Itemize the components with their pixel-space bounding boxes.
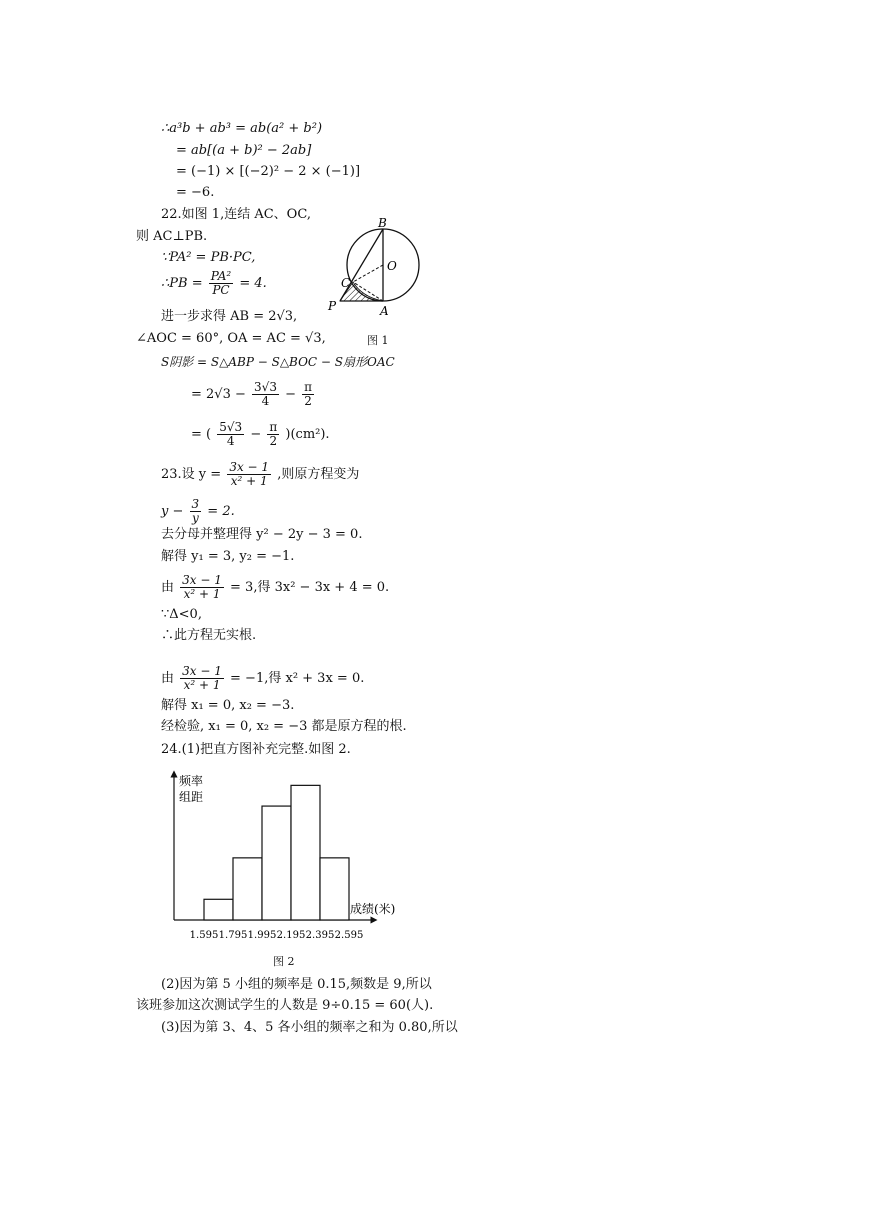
y-label-bottom: 组距 (179, 790, 204, 804)
figure-2-caption: 图 2 (273, 955, 295, 968)
q23-line-7: ∴此方程无实根. (161, 628, 257, 643)
q22-line-4 (161, 270, 267, 297)
label-c: C (341, 276, 351, 290)
q22-line-8-frac2-num: π (304, 380, 313, 394)
q23-line-8 (161, 665, 364, 692)
label-a: A (380, 304, 389, 318)
q24-line-3: 该班参加这次测试学生的人数是 9÷0.15 = 60(人). (136, 998, 434, 1013)
q22-line-8-frac1-num: 3√3 (254, 380, 277, 394)
q23-line-2-frac (190, 498, 202, 525)
histogram-bar-5 (320, 858, 349, 920)
q23-line-8-frac (180, 665, 224, 692)
histogram-bar-1 (204, 899, 233, 920)
q23-line-9: 解得 x₁ = 0, x₂ = −3. (161, 698, 295, 713)
label-o: O (387, 259, 397, 273)
x-tick-label-1: 1.595 (189, 930, 219, 941)
q22-fraction-den: PC (212, 283, 230, 297)
q22-line-3: ∵PA² = PB·PC, (161, 250, 256, 265)
q23-line-8-a: 由 (161, 671, 175, 686)
q23-line-8-frac-den: x² + 1 (183, 678, 221, 692)
x-tick-label-6: 2.595 (334, 930, 364, 941)
q22-fraction-num: PA² (210, 269, 232, 283)
q22-line-9-a: = ( (191, 427, 212, 442)
q23-line-1-frac-num: 3x − 1 (229, 460, 270, 474)
x-tick-label-3: 1.995 (247, 930, 277, 941)
label-b: B (378, 216, 387, 230)
q22-line-9-frac2-den: 2 (269, 434, 278, 448)
q23-line-5 (161, 574, 389, 601)
q23-line-1-frac-den: x² + 1 (230, 474, 268, 488)
q22-fraction (209, 270, 233, 297)
q23-line-10: 经检验, x₁ = 0, x₂ = −3 都是原方程的根. (161, 719, 407, 734)
q22-line-8-b: − (285, 387, 296, 402)
q22-line-9-frac1 (217, 421, 244, 448)
line-4: = −6. (176, 185, 215, 200)
histogram-bar-2 (233, 858, 262, 920)
histogram-bar-3 (262, 806, 291, 920)
q23-line-8-b: = −1,得 x² + 3x = 0. (230, 671, 365, 686)
q22-line-8-a: = 2√3 − (191, 387, 246, 402)
x-tick-label-2: 1.795 (218, 930, 248, 941)
q22-line-2: 则 AC⊥PB. (136, 229, 208, 244)
line-3: = (−1) × [(−2)² − 2 × (−1)] (176, 164, 361, 179)
q22-line-7: S阴影 = S△ABP − S△BOC − S扇形OAC (161, 355, 395, 369)
q23-line-5-a: 由 (161, 580, 175, 595)
figure-1-circle-diagram (322, 215, 432, 320)
q23-line-6: ∵Δ<0, (161, 607, 202, 622)
q22-line-8-frac1 (252, 381, 279, 408)
q23-line-5-frac-den: x² + 1 (183, 587, 221, 601)
q24-line-4: (3)因为第 3、4、5 各小组的频率之和为 0.80,所以 (161, 1020, 458, 1035)
q22-line-8-frac2-den: 2 (304, 394, 312, 408)
q23-line-2-b: = 2. (207, 504, 235, 519)
q23-line-2-frac-num: 3 (191, 497, 200, 511)
q24-line-1: 24.(1)把直方图补充完整.如图 2. (161, 742, 351, 757)
q22-line-4-lhs: ∴PB = (161, 276, 203, 291)
q23-line-1-b: ,则原方程变为 (277, 467, 360, 482)
q23-line-4: 解得 y₁ = 3, y₂ = −1. (161, 549, 295, 564)
line-2: = ab[(a + b)² − 2ab] (176, 143, 312, 158)
q23-line-8-frac-num: 3x − 1 (182, 664, 222, 678)
q22-line-9-frac2-num: π (269, 420, 278, 434)
q22-line-9-frac1-den: 4 (226, 434, 235, 448)
q23-line-1 (161, 461, 359, 488)
q22-line-9-frac1-num: 5√3 (219, 420, 243, 434)
q23-line-3: 去分母并整理得 y² − 2y − 3 = 0. (161, 527, 363, 542)
x-tick-label-4: 2.195 (276, 930, 306, 941)
q22-line-9-b: − (250, 427, 262, 442)
q22-line-9-c: )(cm²). (285, 427, 330, 442)
x-tick-label-5: 2.395 (305, 930, 335, 941)
q22-line-9 (191, 421, 330, 448)
q22-line-9-frac2 (267, 421, 279, 448)
label-p: P (328, 299, 337, 313)
y-label-top: 频率 (179, 774, 204, 788)
q23-line-2 (161, 498, 235, 525)
q22-line-8-frac2 (302, 381, 314, 408)
q22-line-5: 进一步求得 AB = 2√3, (161, 309, 298, 324)
q22-line-8-frac1-den: 4 (261, 394, 270, 408)
figure-2-histogram (160, 770, 420, 945)
q24-line-2: (2)因为第 5 小组的频率是 0.15,频数是 9,所以 (161, 977, 432, 992)
q23-line-5-frac (180, 574, 224, 601)
line-1: ∴a³b + ab³ = ab(a² + b²) (161, 121, 323, 136)
segment-oc (353, 265, 383, 282)
q22-line-6: ∠AOC = 60°, OA = AC = √3, (136, 331, 326, 346)
q22-line-4-rhs: = 4. (239, 276, 267, 291)
figure-1-caption: 图 1 (367, 334, 389, 347)
x-label: 成绩(米) (350, 902, 396, 916)
q23-line-1-frac (227, 461, 271, 488)
q23-line-5-frac-num: 3x − 1 (182, 573, 222, 587)
q23-line-5-b: = 3,得 3x² − 3x + 4 = 0. (230, 580, 390, 595)
q22-line-1: 22.如图 1,连结 AC、OC, (161, 207, 311, 222)
histogram-bar-4 (291, 785, 320, 920)
q23-line-2-a: y − (161, 504, 184, 519)
q22-line-8 (191, 381, 316, 408)
q23-line-1-a: 23.设 y = (161, 467, 222, 482)
q23-line-2-frac-den: y (191, 511, 199, 525)
